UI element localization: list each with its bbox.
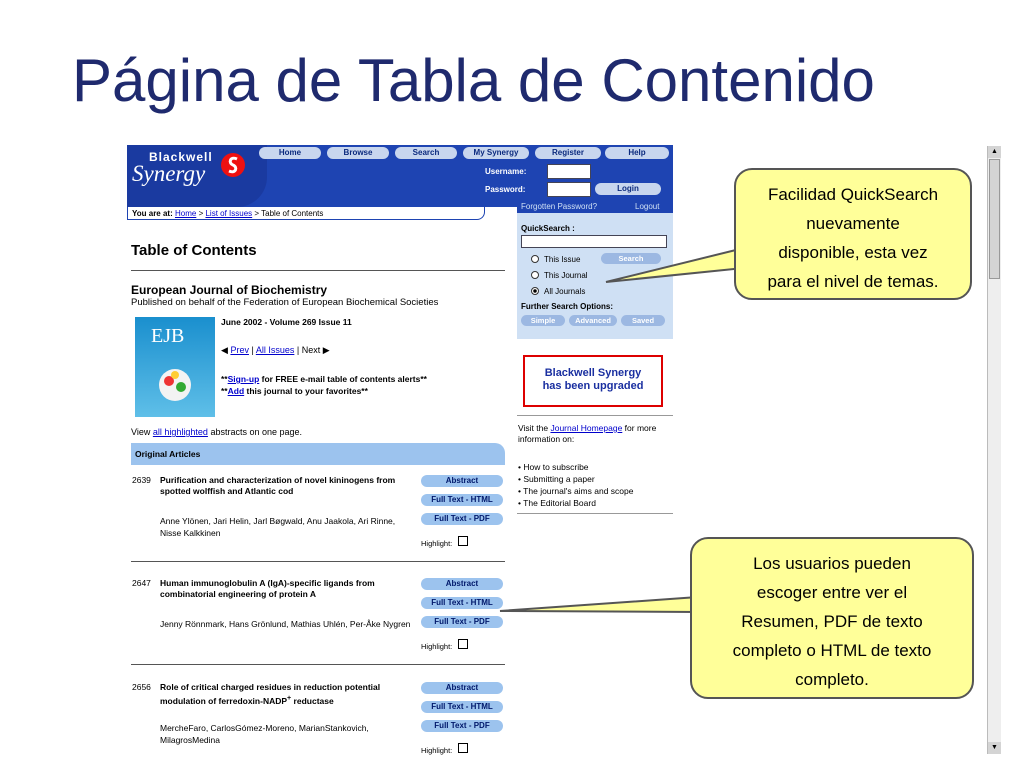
visit-pre: Visit the (518, 423, 549, 433)
logo-publisher: Blackwell (149, 150, 213, 164)
password-label: Password: (485, 185, 526, 194)
saved-search-button[interactable]: Saved (621, 315, 665, 326)
radio-this-journal[interactable]: This Journal (531, 271, 588, 280)
radio-all-journals[interactable]: All Journals (531, 287, 585, 296)
abstract-button[interactable]: Abstract (421, 682, 503, 694)
view-post: abstracts on one page. (210, 427, 303, 437)
abstract-button[interactable]: Abstract (421, 578, 503, 590)
callout-line: Facilidad QuickSearch (767, 185, 939, 204)
callout-line: nuevamente (806, 214, 900, 233)
logout-link[interactable]: Logout (635, 202, 660, 211)
issue-info: June 2002 - Volume 269 Issue 11 (221, 317, 352, 327)
full-text-pdf-button[interactable]: Full Text - PDF (421, 720, 503, 732)
advanced-search-button[interactable]: Advanced (569, 315, 617, 326)
journal-title: European Journal of Biochemistry (131, 283, 328, 297)
article-title: Purification and characterization of novel kininogens from spotted wolffish and Atlantic cod (160, 475, 396, 496)
list-item[interactable]: • The Editorial Board (518, 498, 596, 508)
further-search-label: Further Search Options: (521, 302, 614, 311)
list-item[interactable]: • How to subscribe (518, 462, 589, 472)
breadcrumb-current: Table of Contents (261, 209, 324, 218)
full-text-pdf-button[interactable]: Full Text - PDF (421, 616, 503, 628)
view-pre: View (131, 427, 151, 437)
arrow-right-icon: ▶ (322, 345, 330, 355)
highlight-label: Highlight: (421, 642, 453, 651)
full-text-html-button[interactable]: Full Text - HTML (421, 597, 503, 609)
callout-pointer (606, 248, 744, 282)
nav-help[interactable]: Help (605, 147, 669, 159)
nav-register[interactable]: Register (535, 147, 601, 159)
nav-separator: | (251, 345, 254, 355)
upgraded-line1: Blackwell Synergy (544, 367, 642, 379)
highlight-label: Highlight: (421, 746, 453, 755)
article-page: 2639 (132, 475, 151, 485)
callout-quicksearch (734, 168, 972, 300)
article-page: 2656 (132, 682, 151, 692)
article-title-end: reductase (293, 695, 334, 706)
visit-post: for more information on: (518, 423, 657, 444)
breadcrumb-home[interactable]: Home (174, 209, 197, 218)
nav-home[interactable]: Home (259, 147, 321, 159)
page-title: Table of Contents (131, 242, 257, 259)
callout-line: para el nivel de temas. (767, 272, 939, 291)
all-highlighted-link[interactable]: all highlighted (152, 427, 208, 437)
list-item[interactable]: • The journal's aims and scope (518, 486, 634, 496)
username-label: Username: (485, 167, 527, 176)
cover-label: EJB (151, 325, 185, 347)
breadcrumb-separator: > (198, 209, 204, 218)
nav-search[interactable]: Search (395, 147, 457, 159)
highlight-label: Highlight: (421, 539, 453, 548)
article-authors: Anne Ylönen, Jari Helin, Jarl Bøgwald, Anu Jaakola, Ari Rinne, Nisse Kalkkinen (160, 516, 396, 538)
add-favorites-link[interactable]: Add (227, 386, 245, 396)
radio-this-issue[interactable]: This Issue (531, 255, 580, 264)
scroll-down-icon[interactable]: ▼ (988, 742, 1001, 754)
add-text: this journal to your favorites** (246, 386, 368, 396)
signup-link[interactable]: Sign-up (227, 374, 260, 384)
callout-line: disponible, esta vez (778, 243, 928, 262)
nav-separator: | (296, 345, 300, 355)
callout-fulltext (690, 537, 974, 699)
prev-issue-link[interactable]: Prev (230, 345, 249, 355)
slide-title: Página de Tabla de Contenido (72, 47, 875, 114)
callout-line: completo. (795, 670, 869, 689)
full-text-pdf-button[interactable]: Full Text - PDF (421, 513, 503, 525)
article-authors: MercheFaro, CarlosGómez-Moreno, MarianStankovich, MilagrosMedina (160, 723, 369, 745)
list-item[interactable]: • Submitting a paper (518, 474, 595, 484)
callout-pointer (500, 597, 698, 612)
simple-search-button[interactable]: Simple (521, 315, 565, 326)
scroll-up-icon[interactable]: ▲ (988, 146, 1001, 158)
article-authors: Jenny Rönnmark, Hans Grönlund, Mathias Uhlén, Per-Åke Nygren (160, 619, 411, 629)
forgotten-password-link[interactable]: Forgotten Password? (521, 202, 598, 211)
full-text-html-button[interactable]: Full Text - HTML (421, 701, 503, 713)
full-text-html-button[interactable]: Full Text - HTML (421, 494, 503, 506)
quicksearch-label: QuickSearch : (521, 224, 575, 233)
add-prefix: ** (221, 386, 228, 396)
article-title-main: Role of critical charged residues in reduction potential modulation of ferredoxin-NADP (160, 682, 381, 706)
signup-text: for FREE e-mail table of contents alerts** (261, 374, 427, 384)
upgraded-line2: has been upgraded (542, 380, 644, 392)
callout-line: Los usuarios pueden (753, 554, 911, 573)
section-header: Original Articles (131, 443, 505, 465)
next-issue-link[interactable]: Next (301, 345, 321, 355)
callout-line: escoger entre ver el (756, 583, 908, 602)
logo-name: Synergy (132, 161, 206, 186)
nav-my-synergy[interactable]: My Synergy (463, 147, 529, 159)
breadcrumb-list-of-issues[interactable]: List of Issues (205, 209, 253, 218)
journal-homepage-link[interactable]: Journal Homepage (550, 423, 623, 433)
journal-publisher: Published on behalf of the Federation of European Biochemical Societies (131, 297, 439, 308)
login-button[interactable]: Login (595, 183, 661, 195)
arrow-left-icon: ◀ (221, 345, 228, 355)
breadcrumb-separator: > (254, 209, 260, 218)
abstract-button[interactable]: Abstract (421, 475, 503, 487)
quicksearch-search-button[interactable]: Search (601, 253, 661, 264)
callout-line: Resumen, PDF de texto (741, 612, 923, 631)
signup-prefix: ** (221, 374, 228, 384)
nav-browse[interactable]: Browse (327, 147, 389, 159)
article-title-sup: + (287, 694, 292, 702)
callout-line: completo o HTML de texto (732, 641, 932, 660)
all-issues-link[interactable]: All Issues (255, 345, 295, 355)
article-title: Human immunoglobulin A (IgA)-specific ligands from combinatorial engineering of protein A (160, 578, 375, 599)
article-page: 2647 (132, 578, 151, 588)
breadcrumb-prefix: You are at: (132, 209, 173, 218)
